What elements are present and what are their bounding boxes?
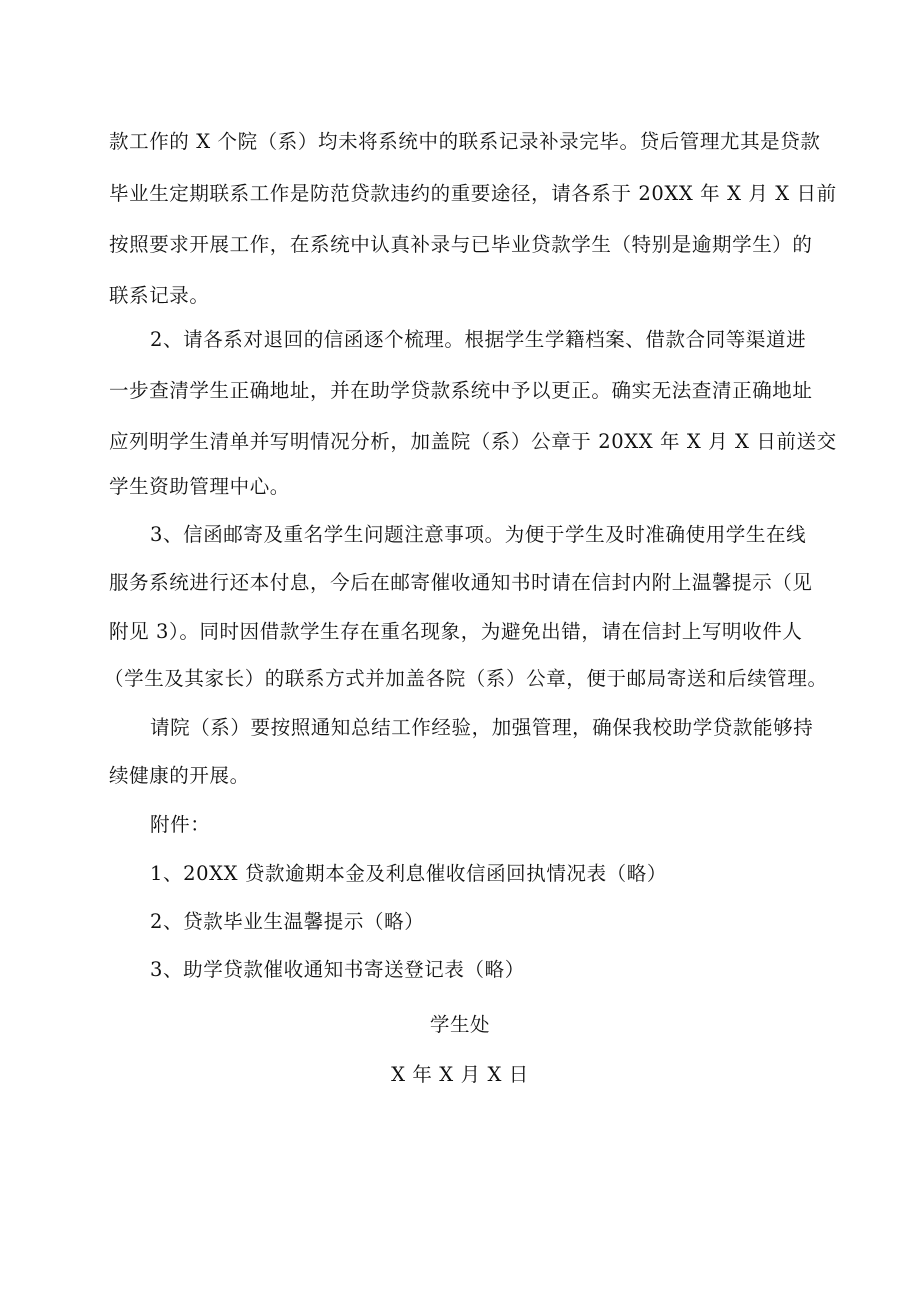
attachment-item-1: 1、20XX 贷款逾期本金及利息催收信函回执情况表（略） — [150, 862, 667, 885]
paragraph-3-line-4: （学生及其家长）的联系方式并加盖各院（系）公章，便于邮局寄送和后续管理。 — [104, 667, 828, 690]
paragraph-2-line-4: 学生资助管理中心。 — [109, 475, 290, 498]
paragraph-3-line-1: 3、信函邮寄及重名学生问题注意事项。为便于学生及时准确使用学生在线 — [150, 523, 807, 546]
paragraph-4-line-2: 续健康的开展。 — [109, 764, 250, 787]
attachment-item-3: 3、助学贷款催收通知书寄送登记表（略） — [150, 958, 525, 981]
paragraph-2-line-2: 一步查清学生正确地址，并在助学贷款系统中予以更正。确实无法查清正确地址 — [109, 379, 813, 402]
paragraph-1-line-1: 款工作的 X 个院（系）均未将系统中的联系记录补录完毕。贷后管理尤其是贷款 — [109, 130, 821, 153]
attachments-heading: 附件： — [150, 813, 211, 836]
paragraph-4-line-1: 请院（系）要按照通知总结工作经验，加强管理，确保我校助学贷款能够持 — [150, 716, 814, 739]
signature-date: X 年 X 月 X 日 — [391, 1063, 529, 1086]
paragraph-2-line-3: 应列明学生清单并写明情况分析，加盖院（系）公章于 20XX 年 X 月 X 日前送交 — [109, 430, 837, 453]
signature-department: 学生处 — [429, 1013, 491, 1036]
paragraph-3-line-3: 附见 3）。同时因借款学生存在重名现象，为避免出错，请在信封上写明收件人 — [109, 620, 803, 643]
paragraph-1-line-4: 联系记录。 — [109, 284, 210, 307]
paragraph-1-line-2: 毕业生定期联系工作是防范贷款违约的重要途径，请各系于 20XX 年 X 月 X 日前 — [109, 182, 837, 205]
paragraph-2-line-1: 2、请各系对退回的信函逐个梳理。根据学生学籍档案、借款合同等渠道进 — [150, 328, 807, 351]
paragraph-3-line-2: 服务系统进行还本付息，今后在邮寄催收通知书时请在信封内附上温馨提示（见 — [109, 571, 813, 594]
attachment-item-2: 2、贷款毕业生温馨提示（略） — [150, 910, 425, 933]
paragraph-1-line-3: 按照要求开展工作，在系统中认真补录与已毕业贷款学生（特别是逾期学生）的 — [109, 233, 813, 256]
